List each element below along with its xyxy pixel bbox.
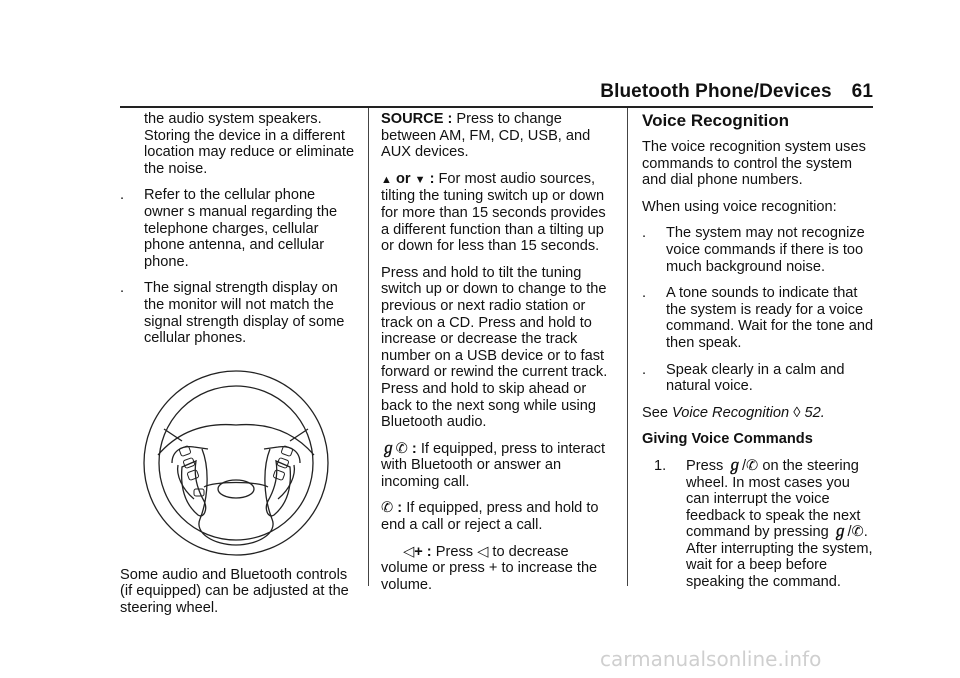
step-number: 1. xyxy=(654,457,667,474)
talk-icon: ℊ xyxy=(381,440,396,457)
when-using-paragraph: When using voice recognition: xyxy=(642,198,837,215)
bullet-mark: . xyxy=(120,280,125,297)
bullet-item xyxy=(642,362,874,395)
watermark: carmanualsonline.info xyxy=(600,647,822,671)
bullet-mark: . xyxy=(642,361,647,378)
page-header xyxy=(500,81,873,103)
volume-label: + : xyxy=(414,543,432,560)
tune-down-icon: ▼ xyxy=(414,173,426,186)
bullet-item xyxy=(642,285,874,351)
talk-icon: ℊ xyxy=(832,524,848,541)
tune-paragraph xyxy=(381,171,617,255)
volume-icon: ◁ xyxy=(403,543,415,560)
continued-text: the audio system speakers. Storing the device in a different location may reduce or eliminate the noise. xyxy=(144,111,355,177)
column-divider xyxy=(627,108,628,586)
header-rule xyxy=(120,106,873,108)
step-text-b: on the steering wheel. In most cases you can interrupt the voice feedback to speak the next command by pressing xyxy=(686,457,861,541)
call-colon: : xyxy=(411,440,417,457)
bullet-text: Speak clearly in a calm and natural voice. xyxy=(666,361,845,395)
slash: / xyxy=(847,524,852,541)
bullet-text: The system may not recognize voice commands if there is too much background noise. xyxy=(666,225,865,275)
column-middle xyxy=(381,111,617,603)
column-left xyxy=(120,111,356,627)
bullet-mark: . xyxy=(120,187,125,204)
bullet-item xyxy=(120,280,356,346)
end-text: If equipped, press and hold to end a call or reject a call. xyxy=(381,500,599,534)
end-call-paragraph xyxy=(381,500,617,533)
page-number: 61 xyxy=(851,81,873,102)
bullet-mark: . xyxy=(642,285,647,302)
see-reference xyxy=(642,405,874,422)
tune-up-icon: ▲ xyxy=(381,173,392,186)
phone-icon: ✆ xyxy=(395,440,408,457)
steering-wheel-icon xyxy=(142,369,330,557)
source-text: Press to change between AM, FM, CD, USB, and AUX devices. xyxy=(381,111,591,161)
bullet-item xyxy=(642,225,874,275)
volume-text: to decrease volume or press + to increase the volume. xyxy=(381,543,598,593)
call-text: If equipped, press to interact with Bluetooth or answer an incoming call. xyxy=(381,440,605,490)
bullet-item xyxy=(120,187,356,270)
press-hold-paragraph: Press and hold to tilt the tuning switch up or down to change to the previous or next radio station or track on a CD. Press and hold to increase or decrease the track number on a USB device or to fast forward or rewind the current track. Press and hold to skip ahead or back to the next song while using Bluetooth audio. xyxy=(381,264,608,431)
volume-text-press: Press xyxy=(435,543,474,560)
column-divider xyxy=(368,108,369,586)
tune-or: or xyxy=(395,170,411,187)
intro-paragraph: The voice recognition system uses commands to control the system and dial phone numbers. xyxy=(642,139,866,189)
call-paragraph xyxy=(381,441,617,491)
voice-recognition-link[interactable]: Voice Recognition xyxy=(672,404,790,421)
end-colon: : xyxy=(397,500,403,517)
see-page-number: 52. xyxy=(804,404,825,421)
tune-text: For most audio sources, tilting the tuning switch up or down for more than 15 seconds provides a different function than a tilting up or down for less than 15 seconds. xyxy=(381,170,606,255)
phone-icon: ✆ xyxy=(746,457,759,474)
step-text-a: Press xyxy=(686,457,724,474)
step-text-c: . After interrupting the system, wait for a beep before speaking the command. xyxy=(686,524,873,591)
source-paragraph xyxy=(381,111,617,161)
slash: / xyxy=(741,457,747,474)
numbered-step xyxy=(642,458,874,591)
tune-colon: : xyxy=(429,170,435,187)
phone-end-icon: ✆ xyxy=(381,500,394,517)
bullet-mark: . xyxy=(642,225,647,242)
steering-wheel-illustration xyxy=(142,369,330,557)
phone-icon: ✆ xyxy=(851,524,864,541)
volume-paragraph xyxy=(381,544,617,594)
column-right xyxy=(642,111,874,601)
page-ref-icon: ◊ xyxy=(793,404,801,421)
illustration-caption: Some audio and Bluetooth controls (if equipped) can be adjusted at the steering wheel. xyxy=(120,566,349,616)
talk-icon: ℊ xyxy=(727,457,742,474)
subheading: Giving Voice Commands xyxy=(642,431,813,448)
section-heading: Voice Recognition xyxy=(642,111,790,130)
source-label: SOURCE : xyxy=(381,111,453,127)
section-title: Bluetooth Phone/Devices xyxy=(600,81,832,102)
see-label: See xyxy=(642,404,668,421)
bullet-text: A tone sounds to indicate that the system is ready for a voice command. Wait for the tone and then speak. xyxy=(666,285,874,351)
bullet-text: Refer to the cellular phone owner s manual regarding the telephone charges, cellular phone antenna, and cellular phone. xyxy=(144,187,338,270)
volume-minus-icon: ◁ xyxy=(477,543,489,560)
bullet-text: The signal strength display on the monitor will not match the signal strength display of some cellular phones. xyxy=(144,280,345,347)
